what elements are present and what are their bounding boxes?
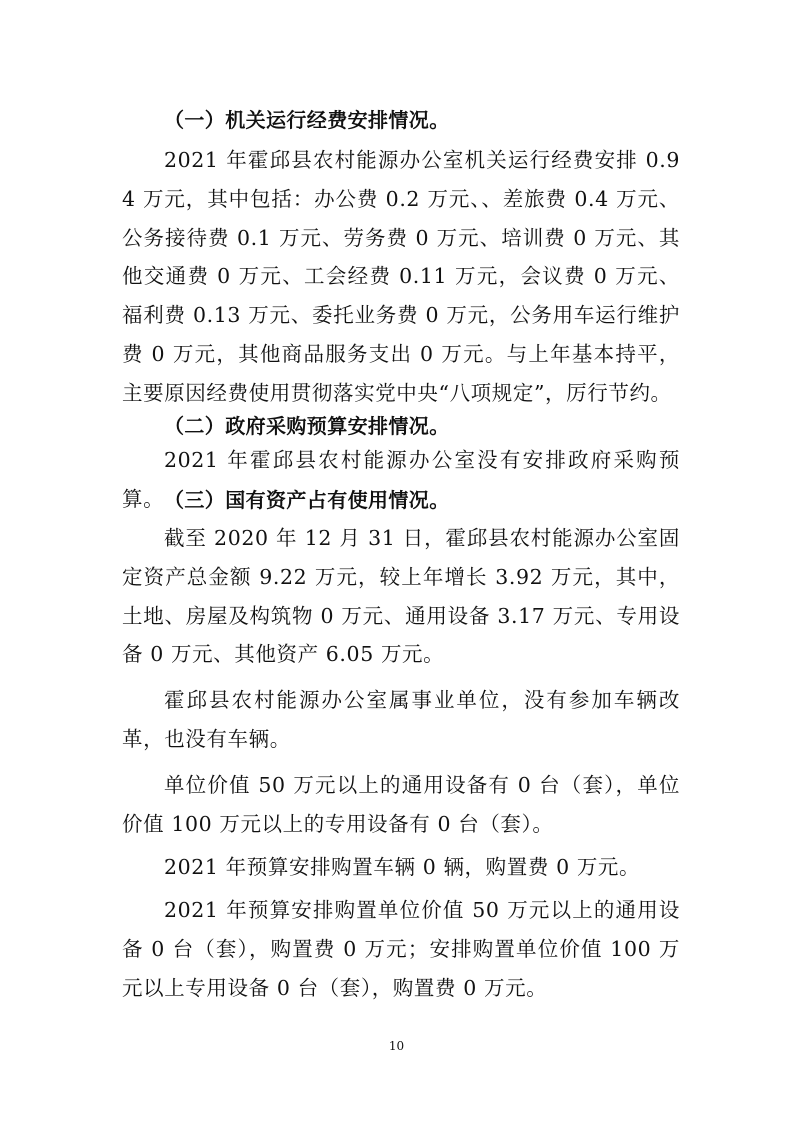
section-heading-operating-expenses: （一）机关运行经费安排情况。: [164, 108, 450, 132]
section-heading-state-assets: （三）国有资产占有使用情况。: [164, 488, 450, 512]
paragraph-state-assets: 截至 2020 年 12 月 31 日，霍邱县农村能源办公室固定资产总金额 9.22 万元，较上年增长 3.92 万元，其中，土地、房屋及构筑物 0 万元、通用设备 3.17 万元、专用设备 0 万元、其他资产 6.05 万元。: [122, 526, 680, 667]
paragraph-procurement: 2021 年霍邱县农村能源办公室没有安排政府采购预算。: [122, 448, 680, 511]
page-number: 10: [388, 1039, 405, 1053]
paragraph-vehicle-reform: 霍邱县农村能源办公室属事业单位，没有参加车辆改革，也没有车辆。: [122, 688, 680, 751]
paragraph-operating-expenses: 2021 年霍邱县农村能源办公室机关运行经费安排 0.94 万元，其中包括：办公费 0.2 万元、、差旅费 0.4 万元、公务接待费 0.1 万元、劳务费 0 万元、培训费 0 万元、其他交通费 0 万元、工会经费 0.11 万元，会议费 0 万元、福利费 0.13 万元、委托业务费 0 万元，公务用车运行维护费 0 万元，其他商品服务支出 0 万元。与上年基本持平，主要原因经费使用贯彻落实党中央“八项规定”，厉行节约。: [122, 148, 680, 405]
paragraph-vehicle-purchase: 2021 年预算安排购置车辆 0 辆，购置费 0 万元。: [164, 855, 641, 879]
paragraph-equipment-purchase: 2021 年预算安排购置单位价值 50 万元以上的通用设备 0 台（套），购置费 0 万元；安排购置单位价值 100 万元以上专用设备 0 台（套），购置费 0 万元。: [122, 898, 680, 1000]
section-heading-procurement: （二）政府采购预算安排情况。: [164, 414, 450, 438]
paragraph-equipment-value: 单位价值 50 万元以上的通用设备有 0 台（套），单位价值 100 万元以上的专用设备有 0 台（套）。: [122, 773, 680, 836]
